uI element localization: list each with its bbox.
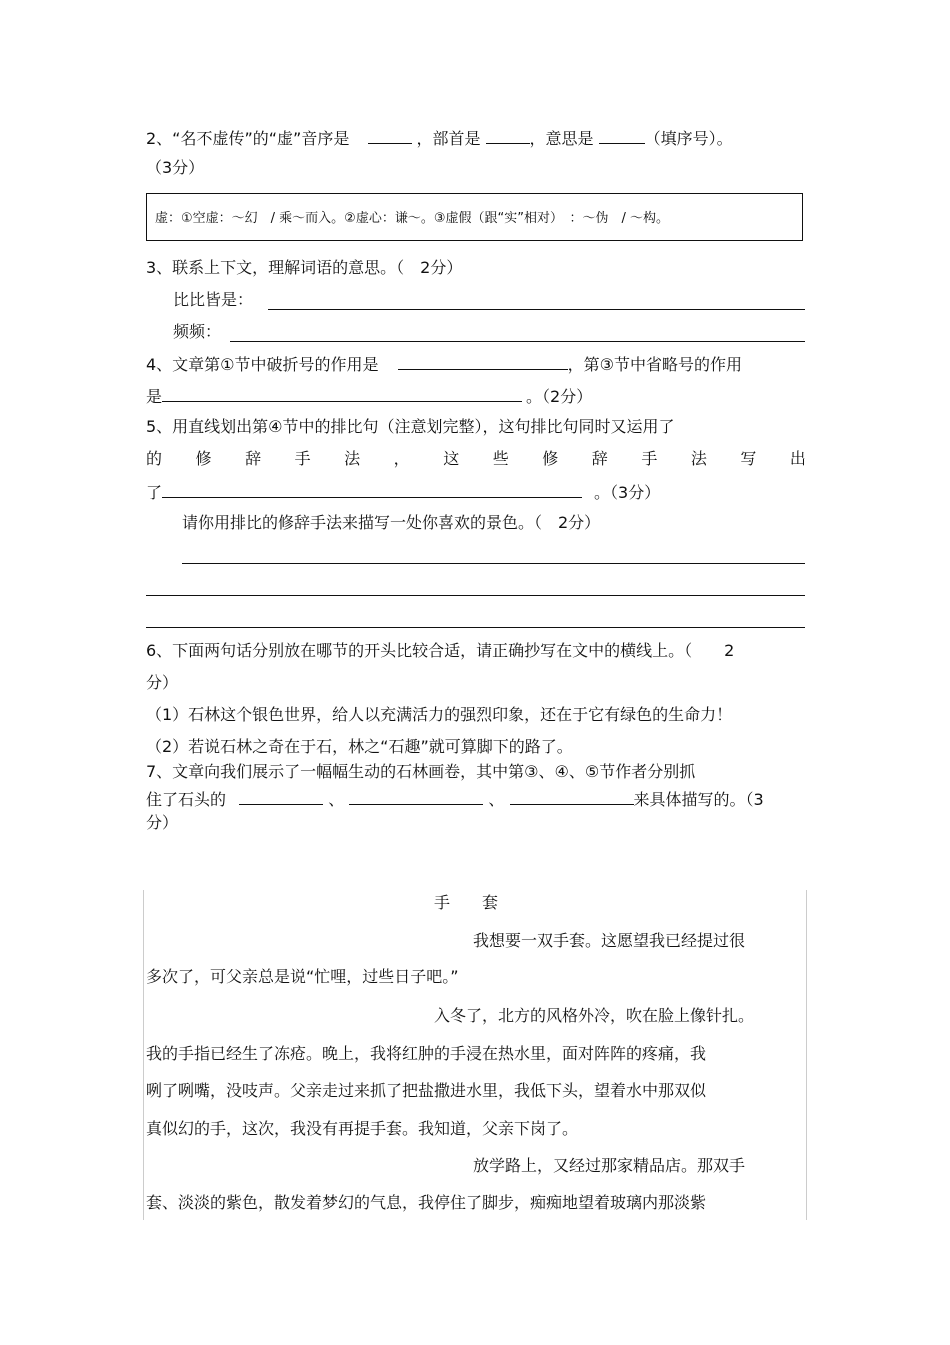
- q6-line2: 分）: [146, 673, 179, 692]
- q2-text-b: ，部首是: [416, 129, 481, 148]
- q4-text-b: ，第③节中省略号的作用: [567, 355, 742, 374]
- q2-text-c: ，意思是: [529, 129, 594, 148]
- q5-spread-char: 的: [146, 449, 163, 468]
- q2-blank-radical[interactable]: [486, 127, 530, 144]
- q2-score: （3分）: [146, 158, 205, 177]
- passage-p3-a: 放学路上，又经过那家精品店。那双手: [473, 1156, 746, 1175]
- passage-p2-c: 咧了咧嘴，没吱声。父亲走过来抓了把盐撒进水里，我低下头，望着水中那双似: [146, 1081, 707, 1100]
- q5-spread-char: 手: [641, 449, 658, 468]
- q7-text-a: 住了石头的: [146, 790, 227, 809]
- q5-spread-line: [146, 449, 806, 469]
- q2-text-a: 2、“名不虚传”的“虚”音序是: [146, 129, 350, 148]
- passage-p2-a: 入冬了，北方的风格外冷，吹在脸上像针扎。: [434, 1006, 755, 1025]
- q7-blank-2[interactable]: [349, 788, 483, 805]
- q2-blank-meaning[interactable]: [599, 127, 645, 144]
- passage-right-border: [806, 890, 807, 1220]
- q4-text-d: 。（2分）: [526, 387, 593, 406]
- q4-blank-dash[interactable]: [398, 353, 568, 370]
- q5-spread-char: 修: [195, 449, 212, 468]
- q7-line3: 分）: [146, 813, 179, 832]
- passage-p1-a: 我想要一双手套。这愿望我已经提过很: [473, 931, 746, 950]
- q5-answer-line-3[interactable]: [146, 627, 805, 628]
- q6-sentence-2: （2）若说石林之奇在于石，林之“石趣”就可算脚下的路了。: [146, 737, 573, 756]
- passage-title: 手 套: [434, 893, 499, 912]
- q7-sep-2: 、: [488, 790, 505, 809]
- q5-answer-line-1[interactable]: [182, 563, 805, 564]
- q5-sub: 请你用排比的修辞手法来描写一处你喜欢的景色。（ 2分）: [182, 513, 601, 532]
- q5-text-b: 。（3分）: [594, 483, 661, 502]
- passage-left-border: [143, 890, 144, 1220]
- q5-blank-rhetoric[interactable]: [162, 481, 582, 498]
- passage-p1-b: 多次了，可父亲总是说“忙哩，过些日子吧。”: [146, 967, 459, 986]
- q3-answer-line-2[interactable]: [230, 341, 805, 342]
- q6-line1: 6、下面两句话分别放在哪节的开头比较合适，请正确抄写在文中的横线上。（ 2: [146, 641, 735, 660]
- q4-line1: [146, 353, 742, 375]
- passage-p2-d: 真似幻的手，这次，我没有再提手套。我知道，父亲下岗了。: [146, 1119, 579, 1138]
- q5-spread-char: 写: [740, 449, 757, 468]
- q7-line1: 7、文章向我们展示了一幅幅生动的石林画卷，其中第③、④、⑤节作者分别抓: [146, 762, 696, 781]
- q2-line1: [146, 127, 733, 149]
- q5-spread-char: 辞: [591, 449, 608, 468]
- q4-blank-ellipsis[interactable]: [162, 385, 522, 402]
- q5-spread-char: 这: [443, 449, 460, 468]
- q7-text-b: 来具体描写的。（3: [633, 790, 764, 809]
- q7-line2: [146, 788, 764, 810]
- q6-sentence-1: （1）石林这个银色世界，给人以充满活力的强烈印象，还在于它有绿色的生命力！: [146, 705, 733, 724]
- q5-spread-char: 修: [542, 449, 559, 468]
- q5-spread-char: ，: [393, 449, 410, 468]
- q5-answer-line-2[interactable]: [146, 595, 805, 596]
- q3-title: 3、联系上下文，理解词语的意思。（ 2分）: [146, 258, 463, 277]
- definition-text: 虚：①空虚：～幻 / 乘～而入。②虚心：谦～。③虚假（跟“实”相对） ：～伪 / ～构。: [155, 211, 669, 226]
- q7-blank-1[interactable]: [239, 788, 323, 805]
- q3-answer-line-1[interactable]: [268, 309, 805, 310]
- q3-term2: 频频：: [173, 322, 222, 341]
- q5-spread-char: 辞: [245, 449, 262, 468]
- q4-text-c: 是: [146, 387, 163, 406]
- q5-text-a: 了: [146, 483, 163, 502]
- q3-term1: 比比皆是：: [173, 290, 254, 309]
- q2-blank-pinyin[interactable]: [368, 127, 412, 144]
- q2-text-d: （填序号）。: [644, 129, 733, 148]
- q5-spread-char: 些: [492, 449, 509, 468]
- q4-line2: [146, 385, 592, 407]
- passage-p3-b: 套、淡淡的紫色，散发着梦幻的气息，我停住了脚步，痴痴地望着玻璃内那淡紫: [146, 1193, 707, 1212]
- q5-line3: [146, 481, 660, 503]
- q7-blank-3[interactable]: [510, 788, 634, 805]
- q5-spread-char: 法: [344, 449, 361, 468]
- q4-text-a: 4、文章第①节中破折号的作用是: [146, 355, 379, 374]
- q5-spread-char: 手: [294, 449, 311, 468]
- q5-spread-char: 出: [789, 449, 806, 468]
- q5-spread-char: 法: [690, 449, 707, 468]
- q5-line1: 5、用直线划出第④节中的排比句（注意划完整），这句排比句同时又运用了: [146, 417, 675, 436]
- passage-p2-b: 我的手指已经生了冻疮。晚上，我将红肿的手浸在热水里，面对阵阵的疼痛，我: [146, 1044, 707, 1063]
- definition-box: [146, 193, 803, 241]
- q7-sep-1: 、: [328, 790, 345, 809]
